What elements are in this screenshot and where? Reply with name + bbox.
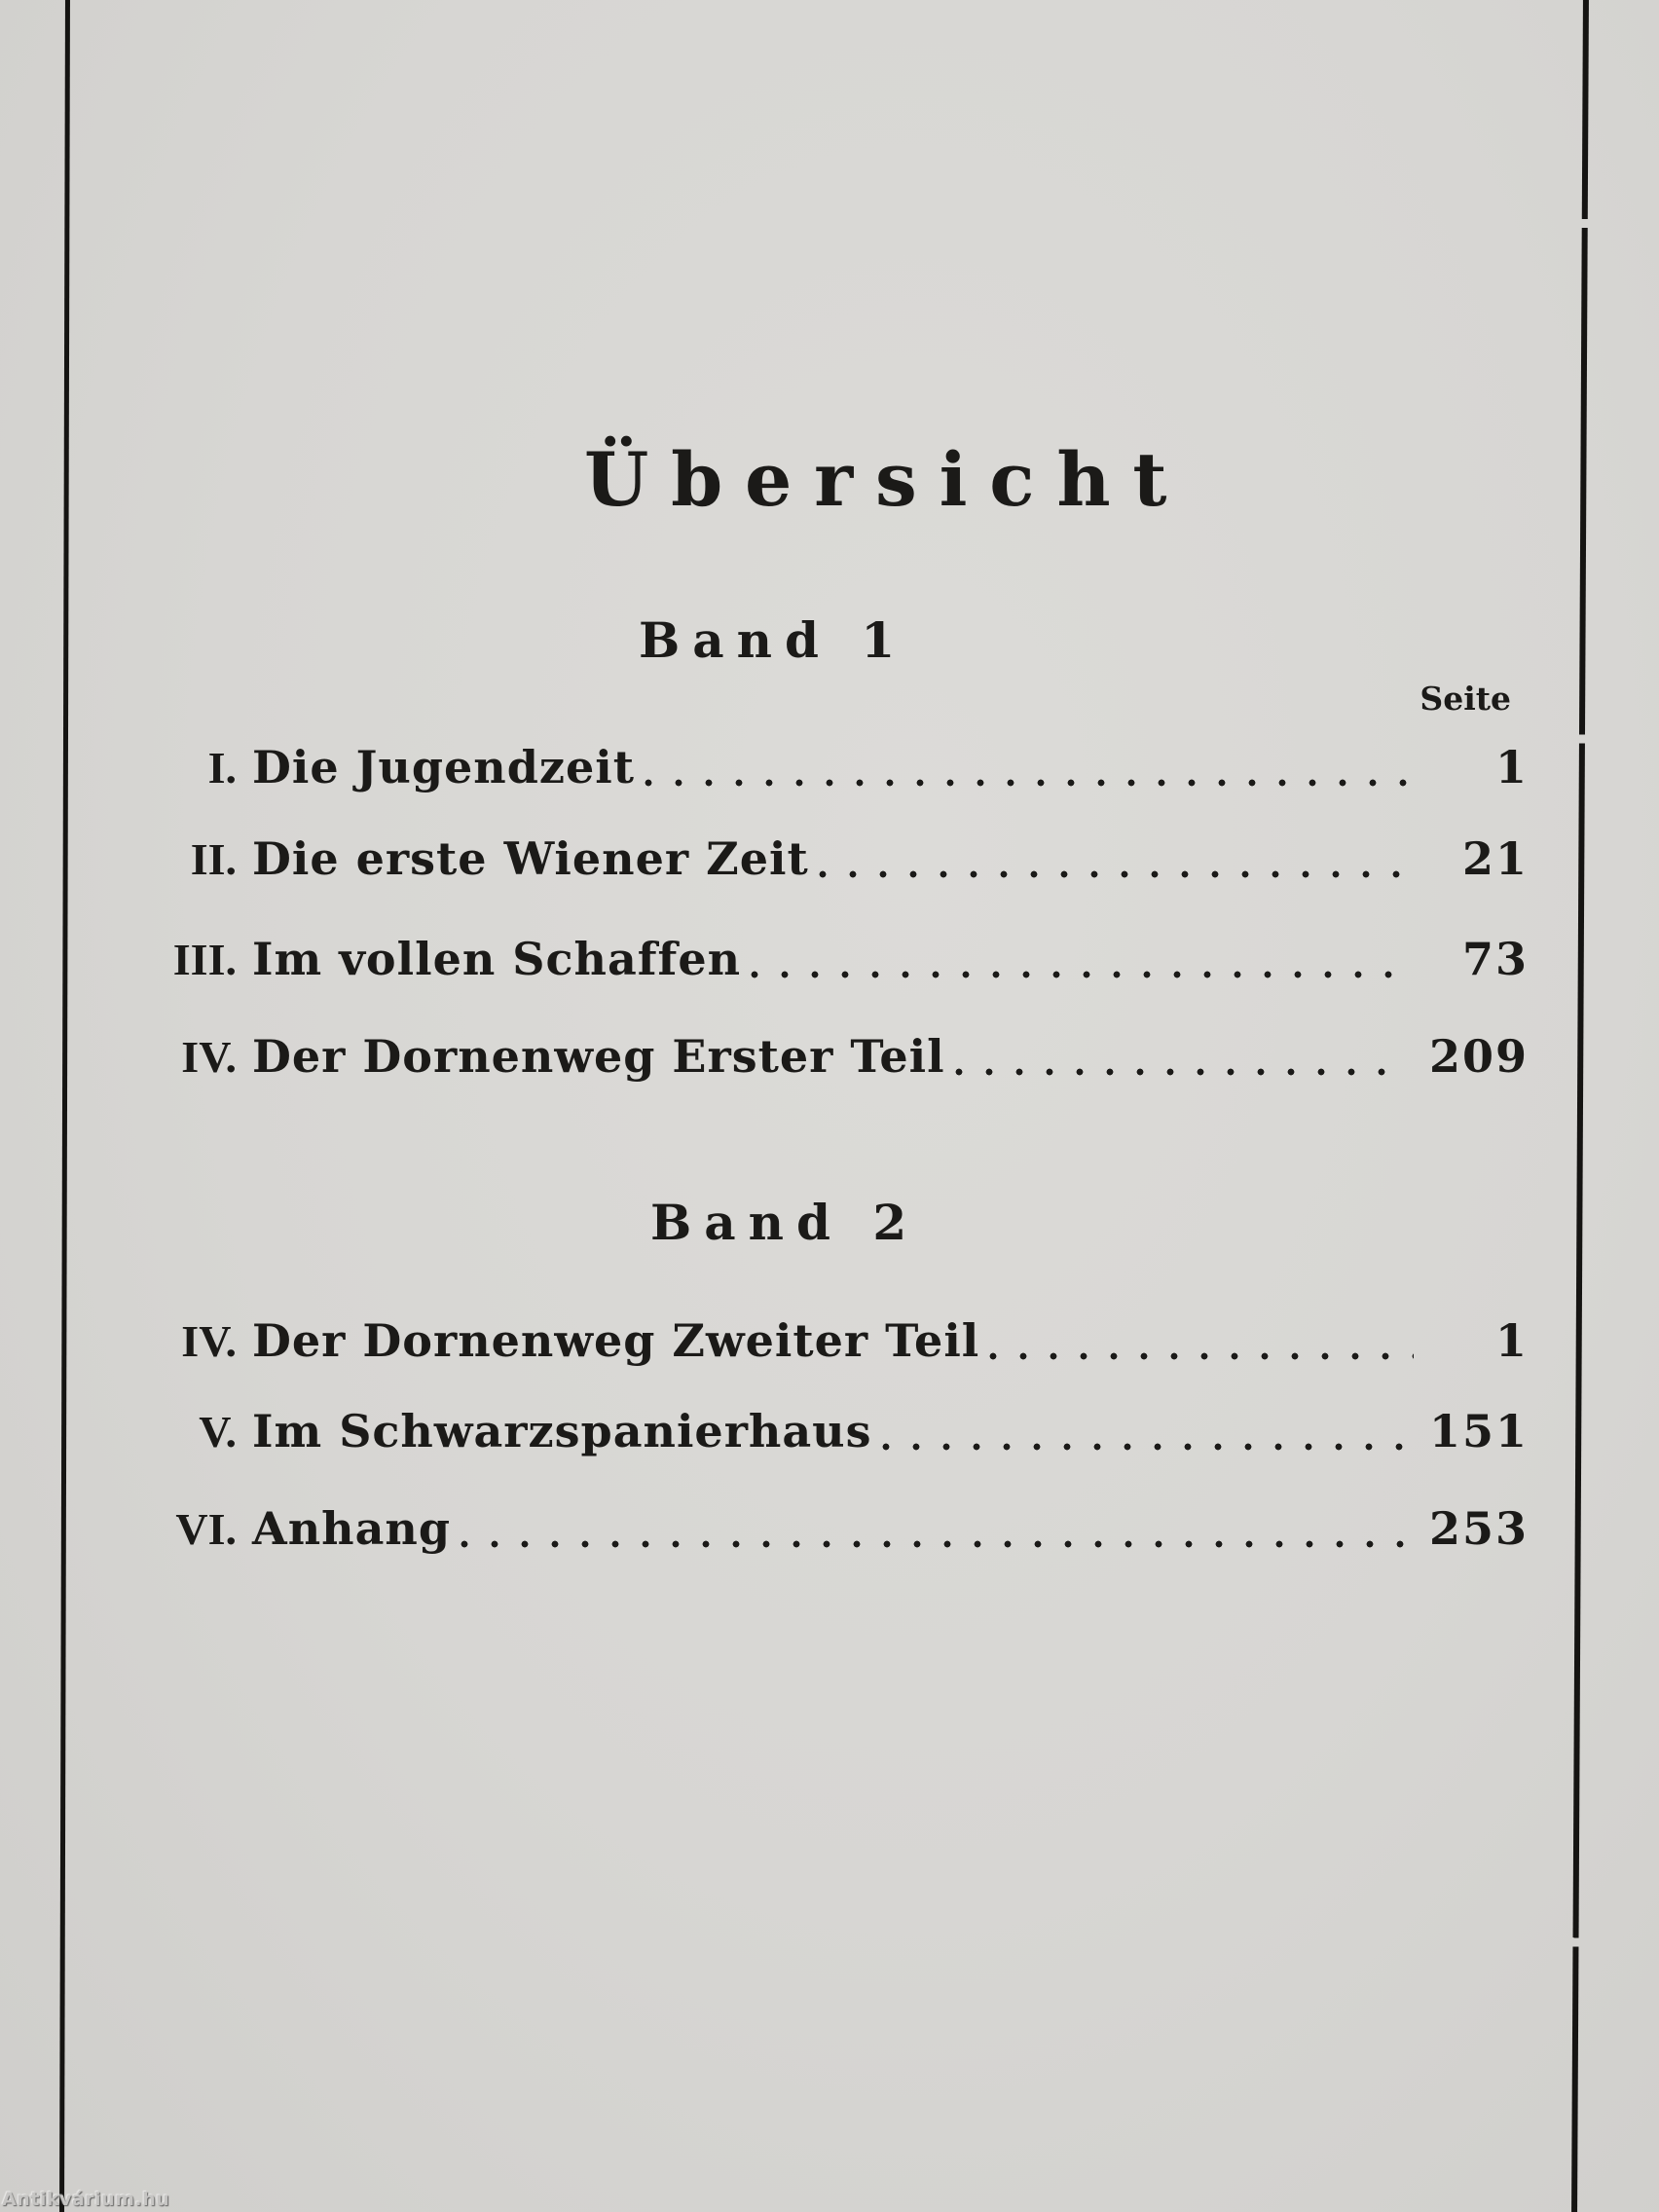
section-heading-band-2: Band 2 (650, 1194, 920, 1251)
toc-entry-numeral: IV. (181, 1032, 237, 1082)
toc-entry-numeral: V. (199, 1407, 237, 1456)
toc-entry-title: Im vollen Schaffen (252, 933, 742, 985)
toc-entry (131, 930, 1529, 989)
toc-entry-page-number: 253 (1428, 1502, 1529, 1555)
toc-entry-page-number: 73 (1461, 933, 1529, 985)
left-page-edge-line (59, 0, 70, 2212)
toc-entry-title: Der Dornenweg Zweiter Teil (252, 1314, 980, 1367)
toc-entry-numeral: IV. (181, 1316, 237, 1366)
right-page-edge-line (1571, 0, 1589, 2212)
page-column-header: Seite (1419, 680, 1511, 718)
toc-entry-page-number: 209 (1428, 1030, 1529, 1083)
dot-leader (955, 1065, 1408, 1077)
toc-entry-numeral: II. (190, 834, 237, 884)
toc-entry-numeral: III. (172, 935, 237, 984)
toc-entry-title: Im Schwarzspanierhaus (252, 1405, 872, 1457)
section-heading-band-1: Band 1 (639, 611, 908, 669)
toc-entry-page-number: 21 (1461, 832, 1529, 885)
toc-entry (131, 1027, 1529, 1087)
toc-entry (131, 1402, 1529, 1461)
toc-entry-page-number: 151 (1428, 1405, 1529, 1457)
toc-entry-title: Die Jugendzeit (252, 741, 636, 793)
page-title: Übersicht (584, 436, 1190, 523)
toc-entry-numeral: I. (207, 743, 237, 793)
dot-leader (989, 1349, 1414, 1361)
dot-leader (645, 776, 1414, 788)
toc-entry-title: Der Dornenweg Erster Teil (252, 1030, 945, 1083)
toc-entry (131, 1311, 1529, 1371)
dot-leader (461, 1537, 1408, 1549)
toc-entry-title: Anhang (252, 1502, 451, 1555)
toc-entry-title: Die erste Wiener Zeit (252, 832, 809, 885)
dot-leader (751, 968, 1414, 979)
toc-entry (131, 1499, 1529, 1559)
toc-entry (131, 830, 1529, 889)
antikvarium-watermark: Antikvárium.hu (2, 2189, 170, 2210)
dot-leader (819, 867, 1414, 879)
toc-entry-page-number: 1 (1494, 1314, 1529, 1367)
toc-entry-numeral: VI. (175, 1504, 237, 1554)
dot-leader (882, 1440, 1408, 1452)
toc-entry (131, 738, 1529, 797)
toc-entry-page-number: 1 (1494, 741, 1529, 793)
